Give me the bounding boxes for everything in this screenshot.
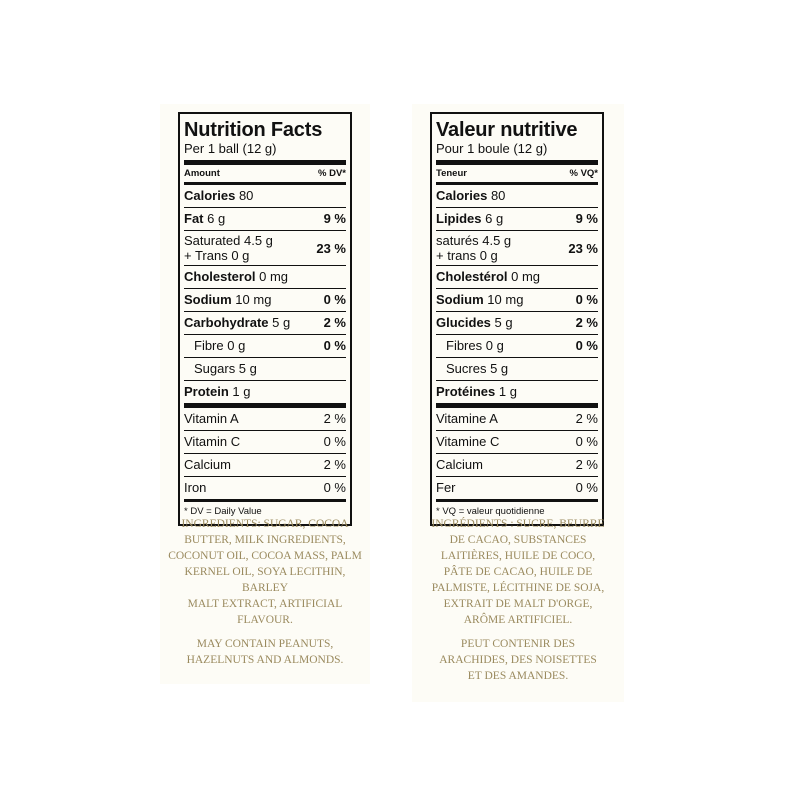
- vitamin-pct: 0 %: [323, 480, 346, 495]
- ingredients-fr: [418, 516, 618, 692]
- calcium-row: [184, 454, 346, 476]
- allergen-warning: [418, 636, 618, 684]
- vitamin-a-row: [436, 408, 598, 430]
- calcium-row: [436, 454, 598, 476]
- table-title: Valeur nutritive: [436, 119, 578, 141]
- ingredients-line: INGREDIENTS: SUGAR, COCOA: [181, 518, 349, 530]
- protein-row: [184, 381, 346, 403]
- ingredients-line: KERNEL OIL, SOYA LECITHIN, BARLEY: [184, 566, 346, 594]
- vitamin-pct: 2 %: [575, 457, 598, 472]
- fibre-pct: 0 %: [323, 338, 346, 353]
- fibre-pct: 0 %: [575, 338, 598, 353]
- carbohydrate-value: 5 g: [494, 315, 513, 330]
- fat-pct: 9 %: [575, 211, 598, 226]
- sodium-row: [436, 289, 598, 311]
- vitamin-pct: 2 %: [323, 457, 346, 472]
- vitamin-label: Vitamin A: [184, 411, 239, 426]
- dv-header: % VQ*: [569, 168, 598, 179]
- ingredients-line: INGRÉDIENTS : SUCRE, BEURRE: [431, 518, 605, 530]
- cholesterol-row: [436, 266, 598, 288]
- ingredients-line: MALT EXTRACT, ARTIFICIAL FLAVOUR.: [187, 598, 343, 626]
- carbohydrate-pct: 2 %: [323, 315, 346, 330]
- table-header: [184, 165, 346, 182]
- vitamin-a-row: [184, 408, 346, 430]
- fibre-row: [436, 335, 598, 357]
- allergen-warning: [165, 636, 365, 668]
- calories-value: 80: [490, 188, 506, 203]
- fat-pct: 9 %: [323, 211, 346, 226]
- ingredients-line: BUTTER, MILK INGREDIENTS,: [184, 534, 346, 546]
- fat-label: Lipides: [436, 211, 482, 226]
- carbohydrate-row: [436, 312, 598, 334]
- fibre-label: Fibre 0 g: [194, 338, 246, 353]
- sodium-value: 10 mg: [487, 292, 524, 307]
- vitamin-label: Vitamine C: [436, 434, 500, 449]
- ingredients-line: LAITIÈRES, HUILE DE COCO,: [440, 550, 596, 562]
- ingredients-list: [418, 516, 618, 628]
- fat-row: [436, 208, 598, 230]
- saturated-row: [184, 231, 346, 265]
- allergen-line: HAZELNUTS AND ALMONDS.: [186, 654, 344, 666]
- saturated-row: [436, 231, 598, 265]
- vitamin-pct: 0 %: [575, 480, 598, 495]
- calories-label: Calories: [184, 188, 236, 203]
- ingredients-line: DE CACAO, SUBSTANCES: [449, 534, 587, 546]
- sugars-row: [436, 358, 598, 380]
- sugars-row: [184, 358, 346, 380]
- saturated-label: saturés 4.5 g: [436, 233, 512, 248]
- sodium-value: 10 mg: [235, 292, 272, 307]
- serving-size: Pour 1 boule (12 g): [436, 141, 548, 156]
- ingredients-line: ARÔME ARTIFICIEL.: [463, 614, 573, 626]
- cholesterol-row: [184, 266, 346, 288]
- nutrition-facts-table-en: [178, 112, 352, 526]
- allergen-line: PEUT CONTENIR DES: [460, 638, 576, 650]
- iron-row: [436, 477, 598, 499]
- calories-label: Calories: [436, 188, 488, 203]
- nutrition-facts-table-fr: [430, 112, 604, 526]
- ingredients-list: [165, 516, 365, 628]
- trans-label: + trans 0 g: [436, 248, 498, 263]
- table-title: Nutrition Facts: [184, 119, 323, 141]
- calories-row: [184, 185, 346, 207]
- vitamin-label: Vitamine A: [436, 411, 498, 426]
- serving-size: Per 1 ball (12 g): [184, 141, 277, 156]
- cholesterol-value: 0 mg: [511, 269, 541, 284]
- fat-value: 6 g: [485, 211, 504, 226]
- sodium-row: [184, 289, 346, 311]
- fat-label: Fat: [184, 211, 204, 226]
- vitamin-label: Vitamin C: [184, 434, 241, 449]
- amount-header: Amount: [184, 168, 220, 179]
- allergen-line: ARACHIDES, DES NOISETTES: [439, 654, 597, 666]
- vitamin-label: Calcium: [184, 457, 231, 472]
- vitamin-pct: 2 %: [575, 411, 598, 426]
- vitamin-pct: 2 %: [323, 411, 346, 426]
- ingredients-en: [165, 516, 365, 676]
- carbohydrate-row: [184, 312, 346, 334]
- vitamin-label: Fer: [436, 480, 456, 495]
- protein-value: 1 g: [498, 384, 517, 399]
- amount-header: Teneur: [436, 168, 467, 179]
- cholesterol-label: Cholesterol: [184, 269, 256, 284]
- sugars-label: Sugars 5 g: [194, 361, 257, 376]
- ingredients-line: PALMISTE, LÉCITHINE DE SOJA,: [431, 582, 605, 594]
- carbohydrate-label: Glucides: [436, 315, 491, 330]
- carbohydrate-pct: 2 %: [575, 315, 598, 330]
- sodium-pct: 0 %: [575, 292, 598, 307]
- footnote: * DV = Daily Value: [184, 506, 262, 517]
- vitamin-pct: 0 %: [575, 434, 598, 449]
- protein-row: [436, 381, 598, 403]
- cholesterol-value: 0 mg: [259, 269, 289, 284]
- dv-header: % DV*: [318, 168, 346, 179]
- ingredients-line: PÂTE DE CACAO, HUILE DE: [443, 566, 593, 578]
- saturated-label: Saturated 4.5 g: [184, 233, 273, 248]
- footnote: * VQ = valeur quotidienne: [436, 506, 545, 517]
- sodium-label: Sodium: [184, 292, 232, 307]
- table-header: [436, 165, 598, 182]
- sugars-label: Sucres 5 g: [446, 361, 509, 376]
- calories-value: 80: [238, 188, 254, 203]
- fibre-label: Fibres 0 g: [446, 338, 504, 353]
- ingredients-line: COCONUT OIL, COCOA MASS, PALM: [168, 550, 362, 562]
- ingredients-line: EXTRAIT DE MALT D'ORGE,: [443, 598, 593, 610]
- protein-label: Protein: [184, 384, 229, 399]
- vitamin-c-row: [184, 431, 346, 453]
- allergen-line: ET DES AMANDES.: [467, 670, 569, 682]
- vitamin-label: Iron: [184, 480, 207, 495]
- sodium-pct: 0 %: [323, 292, 346, 307]
- fibre-row: [184, 335, 346, 357]
- allergen-line: MAY CONTAIN PEANUTS,: [196, 638, 334, 650]
- cholesterol-label: Cholestérol: [436, 269, 508, 284]
- protein-value: 1 g: [232, 384, 251, 399]
- fat-row: [184, 208, 346, 230]
- calories-row: [436, 185, 598, 207]
- protein-label: Protéines: [436, 384, 496, 399]
- carbohydrate-label: Carbohydrate: [184, 315, 269, 330]
- carbohydrate-value: 5 g: [272, 315, 291, 330]
- sodium-label: Sodium: [436, 292, 484, 307]
- trans-label: + Trans 0 g: [184, 248, 250, 263]
- iron-row: [184, 477, 346, 499]
- vitamin-label: Calcium: [436, 457, 483, 472]
- vitamin-pct: 0 %: [323, 434, 346, 449]
- vitamin-c-row: [436, 431, 598, 453]
- fat-value: 6 g: [207, 211, 226, 226]
- saturated-pct: 23 %: [316, 240, 346, 256]
- saturated-pct: 23 %: [568, 240, 598, 256]
